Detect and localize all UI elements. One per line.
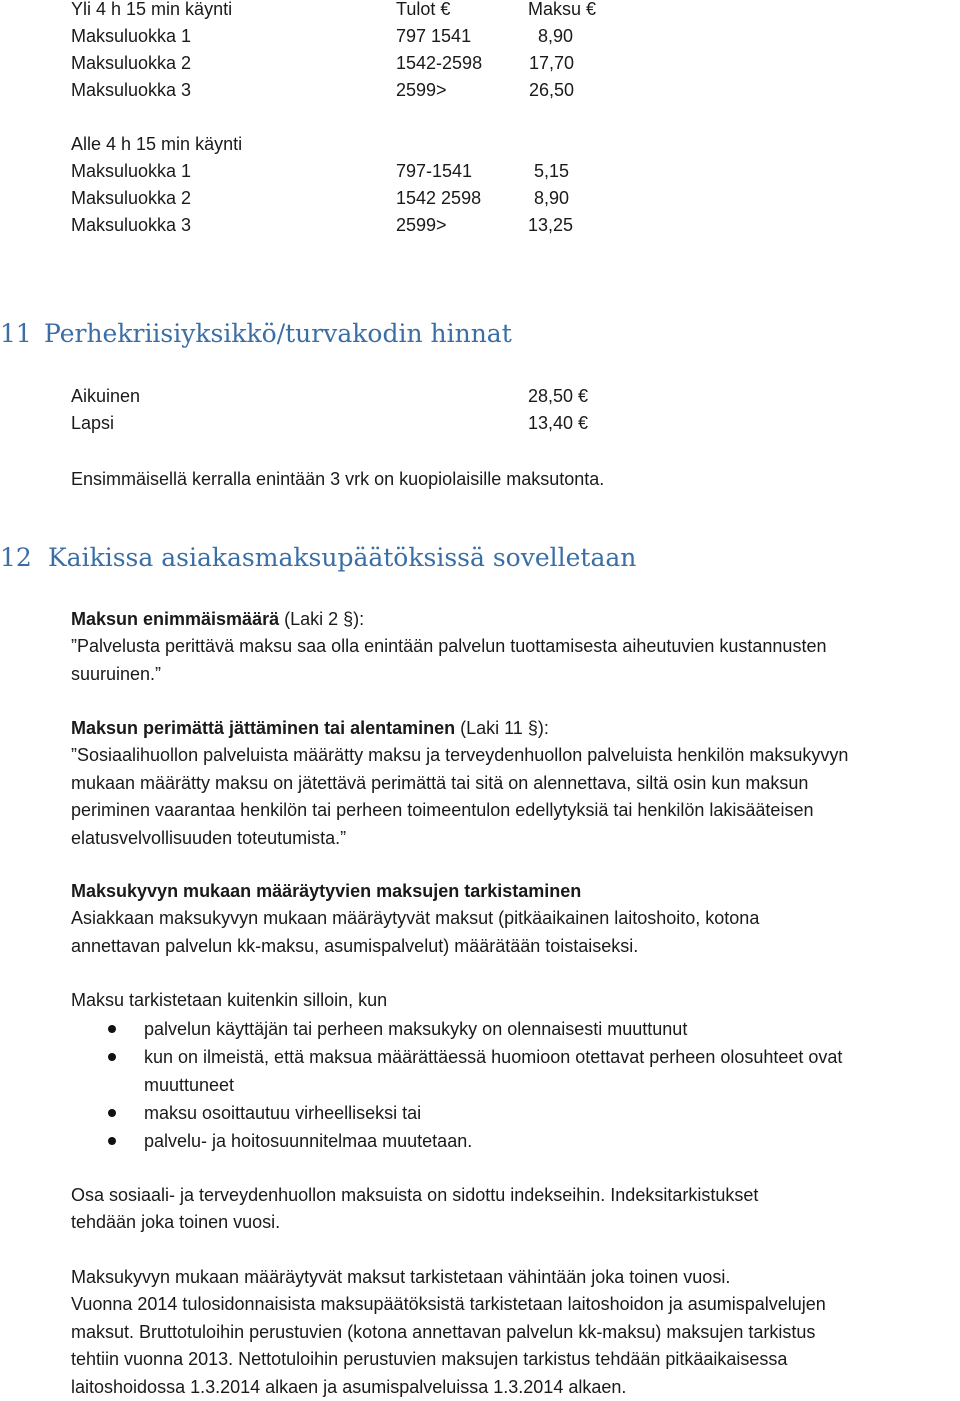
income-range: 2599> xyxy=(396,80,447,100)
list-item-text: palvelun käyttäjän tai perheen maksukyky on olennaisesti muuttunut xyxy=(144,1019,688,1039)
review-line: Asiakkaan maksukyvyn mukaan määräytyvät maksut (pitkäaikainen laitoshoito, kotona xyxy=(71,908,760,929)
price-value: 28,50 € xyxy=(528,386,589,406)
review-heading: Maksukyvyn mukaan määräytyvien maksujen tarkistaminen xyxy=(71,881,582,901)
max-fee-quote-line: suuruinen.” xyxy=(71,663,162,684)
table-row xyxy=(71,50,771,77)
waiver-quote-line: periminen vaarantaa henkilön tai perheen toimeentulon edellytyksiä tai henkilön lakisääteisen xyxy=(71,800,814,821)
fee-class-label: Maksuluokka 3 xyxy=(71,215,192,235)
fee-table-long-title: Yli 4 h 15 min käynti xyxy=(71,0,233,19)
section-number: 11 xyxy=(0,319,32,348)
paragraph-line: tehdään joka toinen vuosi. xyxy=(71,1212,281,1233)
income-range: 2599> xyxy=(396,215,447,235)
price-row xyxy=(71,410,771,437)
list-item-text: muuttuneet xyxy=(144,1075,235,1095)
list-item-text: maksu osoittautuu virheelliseksi tai xyxy=(144,1103,422,1123)
section-11-heading xyxy=(0,317,512,351)
waiver-block xyxy=(71,715,960,852)
paragraph-line: Vuonna 2014 tulosidonnaisista maksupäätöksistä tarkistetaan laitoshoidon ja asumispalvelujen xyxy=(71,1294,826,1315)
table-row xyxy=(71,23,771,50)
fee-table-short-header xyxy=(71,131,771,158)
bullet-icon xyxy=(108,1109,116,1117)
fee-class-label: Maksuluokka 2 xyxy=(71,53,192,73)
section-title: Perhekriisiyksikkö/turvakodin hinnat xyxy=(44,319,512,348)
fee-table-short-title: Alle 4 h 15 min käynti xyxy=(71,134,243,154)
price-label: Lapsi xyxy=(71,413,115,433)
paragraph-line: Maksukyvyn mukaan määräytyvät maksut tarkistetaan vähintään joka toinen vuosi. xyxy=(71,1267,731,1287)
final-paragraph xyxy=(71,1264,960,1401)
fee-value: 8,90 xyxy=(534,188,570,208)
fee-value: 13,25 xyxy=(528,215,574,235)
income-range: 797-1541 xyxy=(396,161,473,181)
price-label: Aikuinen xyxy=(71,386,141,406)
fee-class-label: Maksuluokka 1 xyxy=(71,26,192,46)
table-row xyxy=(71,185,771,212)
max-fee-ref: (Laki 2 §): xyxy=(279,609,365,629)
table-row xyxy=(71,212,771,239)
review-line: annettavan palvelun kk-maksu, asumispalvelut) määrätään toistaiseksi. xyxy=(71,935,639,956)
fee-class-label: Maksuluokka 1 xyxy=(71,161,192,181)
fee-class-label: Maksuluokka 3 xyxy=(71,80,192,100)
section-12-heading xyxy=(0,541,636,575)
section-11-note: Ensimmäisellä kerralla enintään 3 vrk on kuopiolaisille maksutonta. xyxy=(71,469,605,489)
price-row xyxy=(71,383,771,410)
table-row xyxy=(71,77,771,104)
paragraph-line: maksut. Bruttotuloihin perustuvien (kotona annettavan palvelun kk-maksu) maksujen tarkistus xyxy=(71,1321,816,1342)
table-row xyxy=(71,158,771,185)
check-conditions-list xyxy=(71,1015,960,1155)
fee-value: 5,15 xyxy=(534,161,570,181)
fee-value: 26,50 xyxy=(529,80,575,100)
fee-column-header: Maksu € xyxy=(528,0,597,19)
price-value: 13,40 € xyxy=(528,413,589,433)
waiver-quote-line: elatusvelvollisuuden toteutumista.” xyxy=(71,827,347,848)
paragraph-line: Osa sosiaali- ja terveydenhuollon maksuista on sidottu indekseihin. Indeksitarkistukset xyxy=(71,1185,759,1205)
fee-value: 17,70 xyxy=(529,53,575,73)
fee-class-label: Maksuluokka 2 xyxy=(71,188,192,208)
bullet-icon xyxy=(108,1137,116,1145)
max-fee-heading: Maksun enimmäismäärä xyxy=(71,609,280,629)
paragraph-line: laitoshoidossa 1.3.2014 alkaen ja asumispalveluissa 1.3.2014 alkaen. xyxy=(71,1376,627,1397)
list-item xyxy=(71,1127,960,1155)
fee-value: 8,90 xyxy=(538,26,574,46)
waiver-ref: (Laki 11 §): xyxy=(455,718,549,738)
index-paragraph xyxy=(71,1182,960,1237)
check-intro: Maksu tarkistetaan kuitenkin silloin, kun xyxy=(71,990,388,1010)
section-number: 12 xyxy=(0,543,32,572)
waiver-quote-line: ”Sosiaalihuollon palveluista määrätty maksu ja terveydenhuollon palveluista henkilön maksukyvyn xyxy=(71,745,849,766)
max-fee-block xyxy=(71,606,960,688)
bullet-icon xyxy=(108,1025,116,1033)
max-fee-quote-line: ”Palvelusta perittävä maksu saa olla enintään palvelun tuottamisesta aiheutuvien kustannusten xyxy=(71,636,827,657)
income-range: 797 1541 xyxy=(396,26,472,46)
fee-table-long-header xyxy=(71,0,771,23)
list-item-text: palvelu- ja hoitosuunnitelmaa muutetaan. xyxy=(144,1131,473,1151)
list-item xyxy=(71,1043,960,1099)
waiver-heading: Maksun perimättä jättäminen tai alentaminen xyxy=(71,718,456,738)
income-column-header: Tulot € xyxy=(396,0,451,19)
income-range: 1542 2598 xyxy=(396,188,482,208)
income-range: 1542-2598 xyxy=(396,53,483,73)
review-block xyxy=(71,878,960,960)
paragraph-line: tehtiin vuonna 2013. Nettotuloihin perustuvien maksujen tarkistus tehdään pitkäaikaisessa xyxy=(71,1349,788,1370)
bullet-icon xyxy=(108,1053,116,1061)
section-title: Kaikissa asiakasmaksupäätöksissä sovelletaan xyxy=(48,543,637,572)
list-item xyxy=(71,1099,960,1127)
list-item-text: kun on ilmeistä, että maksua määrättäessä huomioon otettavat perheen olosuhteet ovat xyxy=(144,1047,843,1067)
waiver-quote-line: mukaan määrätty maksu on jätettävä perimättä tai sitä on alennettava, siltä osin kun maksun xyxy=(71,772,809,793)
list-item xyxy=(71,1015,960,1043)
